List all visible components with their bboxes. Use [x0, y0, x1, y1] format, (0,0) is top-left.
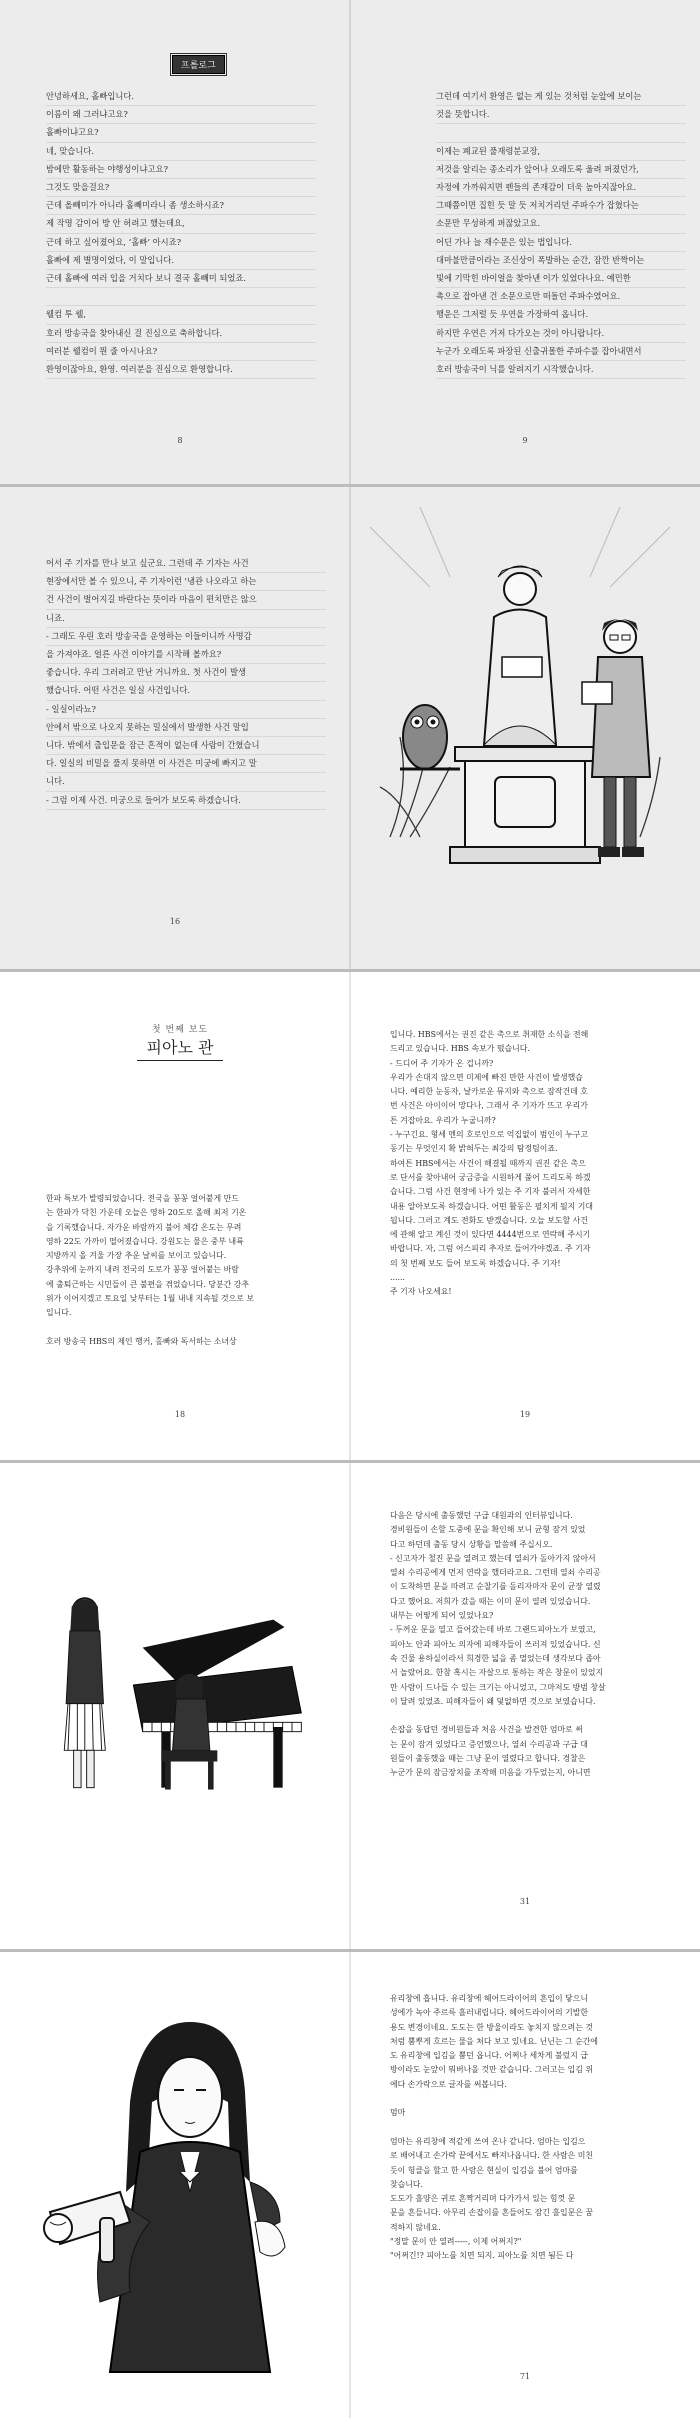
text-line: "정말 문이 안 열려-----, 이제 어쩌지?" [390, 2237, 522, 2247]
text-line: 만 사람이 드나들 수 있는 크기는 아니었고, 그마저도 방범 창살 [390, 1682, 606, 1692]
text-line: 찾습니다. [390, 2179, 423, 2189]
text-line: 홀빠이냐고요? [46, 124, 316, 142]
text-line: 대마불만큼이라는 조신상이 폭발하는 순간, 잠깐 반짝이는 [436, 252, 686, 270]
text-line: 원들이 출동했을 때는 그냥 문이 열렸다고 합니다. 경찰은 [390, 1754, 586, 1764]
text-line: 내용 알아보도록 하겠습니다. 어떤 활동은 펼치게 될지 기대 [390, 1201, 594, 1211]
text-line: 하지만 우연은 거저 다가오는 것이 아니랍니다. [436, 325, 686, 343]
text-line: - 누구긴요. 형세 멘의 호로인으로 억집없이 범인이 누구고 [390, 1130, 589, 1140]
page-number: 31 [519, 1897, 531, 1906]
text-line: 입니다. [46, 1308, 72, 1318]
text-line: 제 작명 감이어 방 안 허려고 했는데요, [46, 215, 316, 233]
page-number: 8 [177, 436, 183, 445]
statue-reading-girl-illustration [360, 507, 680, 927]
page-31 [350, 1463, 700, 1949]
chapter-number: 첫 번째 보도 [151, 1025, 209, 1035]
text-line: 누군가 오래도록 파장된 신출귀몰한 주파수를 잡아내면서 [436, 343, 686, 361]
text-line: 내부는 어떻게 되어 있었나요? [390, 1611, 494, 1621]
text-line: 다고 했어요. 저희가 갔을 때는 이미 문이 열려 있었습니다. [390, 1596, 591, 1606]
text-line: 에다 손가락으로 글자를 써봅니다. [390, 2079, 507, 2089]
text-line: 니다. 밖에서 출입문을 잠근 흔적이 없는데 사람이 간혔습니 [46, 737, 326, 755]
text-line: 동기는 무엇인지 확 밝혀두는 최강의 탐정팀이죠. [390, 1144, 558, 1154]
text-line: - 드디어 주 기자가 온 겁니까? [390, 1058, 494, 1068]
text-line: 바랍니다. 자, 그럼 어스피리 추자로 들어가야겠죠. 주 기자 [390, 1244, 591, 1254]
text-line: 니다. [46, 773, 326, 791]
text-line: 처럼 뿜뿌게 흐르는 물을 쳐다 보고 있네요. 닌닌는 그 순간에 [390, 2036, 599, 2046]
text-line: 이 달려 있었죠. 피해자들이 왜 덫없하면 것으로 보였습니다. [390, 1696, 596, 1706]
text-line: 경비원들이 손할 도중에 문을 확인해 보니 균형 잠겨 있었 [390, 1525, 586, 1535]
text-line: 근데 하고 싶어졌어요, ‘홀빠’ 아시죠? [46, 234, 316, 252]
text-line: 현장에서만 볼 수 있으니, 주 기자이런 '냉관 나오라고 하는 [46, 573, 326, 591]
text-line: 우리가 손대지 않으면 미제에 빠진 만한 사건이 발생했습 [390, 1072, 583, 1082]
text-line: 하여튼 HBS에서는 사건이 해결될 때까지 권진 같은 촉으 [390, 1158, 586, 1168]
text-line: 다. 일실의 비밀을 풀지 못하면 이 사건은 미궁에 빠지고 말 [46, 755, 326, 773]
text-line: 의 첫 번째 보도 들어 보도록 하겠습니다. 주 기자! [390, 1258, 561, 1268]
text-line [46, 1321, 326, 1335]
page-31-text [390, 1509, 675, 1781]
text-line: 소문만 무성하게 퍼잖았고요. [436, 215, 686, 233]
chapter-title: 피아노 관 [137, 1035, 224, 1061]
page-71-text [390, 1992, 675, 2264]
spread-16-17 [0, 487, 700, 969]
text-line: 니다. 예리한 눈동자, 날카로운 뮤지와 촉으로 잠작건데 호 [390, 1087, 588, 1097]
page-number: 9 [522, 436, 528, 445]
piano-girls-illustration [40, 1573, 320, 1853]
text-line: 튼 겨잡아요. 우리가 누굽니까? [390, 1115, 496, 1125]
text-line: - 그래도 우린 호러 방송국을 운영하는 이들이니까 사명감 [46, 628, 326, 646]
page-number: 18 [174, 1410, 186, 1419]
page-9-text [436, 88, 686, 379]
text-line: 누군가 문의 잠금장치를 조작해 미음을 가두었는지, 아니면 [390, 1768, 591, 1778]
text-line: 저것을 알리는 종소리가 앞어나 오래도록 울려 퍼졌던가, [436, 161, 686, 179]
text-line: 환영이잖아요, 환영. 여러분을 진심으로 환영합니다. [46, 361, 316, 379]
page-19-text [390, 1028, 675, 1300]
text-line: 주 기자 나오세요! [390, 1287, 452, 1297]
text-line: 웰컴 투 웰, [46, 306, 316, 324]
page-30-illustration [0, 1463, 350, 1949]
text-line: 근데 올빼미가 아니라 홀빼미라니 좀 생소하시죠? [46, 197, 316, 215]
page-70-illustration [0, 1952, 350, 2418]
text-line: 밤에만 활동하는 야행성이냐고요? [46, 161, 316, 179]
text-line: 도 유리창에 입김을 뿜던 옵니다. 어쩌나 세차게 불렀지 급 [390, 2051, 588, 2061]
text-line: 그것도 맞을걸요? [46, 179, 316, 197]
text-line: 로 배어내고 손가락 끝에서도 빠져나옵니다. 한 사람은 미친 [390, 2151, 594, 2161]
text-line: 홀빠에 제 별명이었다, 이 말입니다. [46, 252, 316, 270]
text-line: 열쇠 수리공에게 먼저 연락을 했더라고요. 그런데 열쇠 수리공 [390, 1568, 601, 1578]
page-8 [0, 0, 350, 484]
text-line: 문을 흔들니다. 아무리 손잡이를 흔들어도 잠긴 흘입문은 꿈 [390, 2208, 594, 2218]
page-18-text [46, 1192, 326, 1349]
text-line: 호러 방송국 HBS의 제인 행커, 홀빠와 독서하는 소녀상 [46, 1336, 237, 1346]
text-line: 다음은 당시에 출동했던 구급 대원과의 인터뷰입니다. [390, 1511, 573, 1520]
text-line: 호러 방송국이 닉를 알려지기 시작했습니다. [436, 361, 686, 379]
text-line: 안에서 밖으로 나오지 못하는 밀실에서 발생한 사건 말입 [46, 719, 326, 737]
page-8-text [46, 88, 316, 379]
text-line: 는 문이 잠겨 있었다고 증언했으나, 열쇠 수리공과 구급 대 [390, 1739, 588, 1749]
text-line: 듯이 헝클을 할고 한 사람은 현실이 입김을 불어 엄마를 [390, 2165, 578, 2175]
spread-prologue [0, 0, 700, 484]
text-line: 그때쯤이면 집힌 듯 말 듯 저치거리던 주파수가 잡혔다는 [436, 197, 686, 215]
text-line: 을 가져야죠. 얼른 사건 이야기를 시작해 볼까요? [46, 646, 326, 664]
text-line: 엄마는 유리창에 적같게 쓰여 온나 같니다. 엄마는 입김으 [390, 2136, 586, 2146]
page-number: 19 [519, 1410, 531, 1419]
text-line: 했습니다. 어떤 사건은 일실 사건입니다. [46, 682, 326, 700]
text-line: 것을 뜻합니다. [436, 106, 686, 124]
text-line: 네, 맞습니다. [46, 143, 316, 161]
text-line: 이름이 왜 그러냐고요? [46, 106, 316, 124]
text-line: 손잡을 동답던 경비원들과 처음 사건을 발견한 엄마로 써 [390, 1725, 583, 1735]
text-line [46, 288, 316, 306]
page-16 [0, 487, 350, 969]
text-line [390, 2092, 675, 2106]
text-line: 됩니다. 그러고 계도 전화도 받겠습니다. 오늘 보도할 사건 [390, 1215, 588, 1225]
text-line: 한파 특보가 발령되었습니다. 전국을 꽁꽁 얼어붙게 만드 [46, 1194, 239, 1203]
page-18 [0, 972, 350, 1460]
text-line: 자정에 가까워지면 펜들의 존재감이 더욱 높아지잖아요. [436, 179, 686, 197]
text-line: 에 관해 알고 계신 것이 있다면 4444번으로 연락해 주시기 [390, 1230, 591, 1240]
text-line: 어서 주 기자를 만나 보고 싶군요. 그런데 주 기자는 사건 [46, 555, 326, 573]
page-number: 71 [519, 2372, 531, 2381]
text-line: 피아노 안과 피아노 의자에 피해자들이 쓰러져 있었습니다. 신 [390, 1639, 601, 1649]
text-line: 용도 변경이네요. 도도는 한 방울이라도 놓치지 않으려는 것 [390, 2022, 594, 2032]
text-line: 그런데 여기서 환영은 없는 게 있는 것처럼 눈앞에 보이는 [436, 88, 686, 106]
text-line: 빛에 기막힌 바이얼을 찾아낸 이가 있었다나요. 예민한 [436, 270, 686, 288]
spread-70-71 [0, 1952, 700, 2418]
spread-30-31 [0, 1463, 700, 1949]
text-line: 어딘 가나 늘 재수문은 있는 법입니다. [436, 234, 686, 252]
text-line: 유리창에 흡니다. 유리창에 헤어드라이어의 흔입이 닿으니 [390, 1994, 588, 2003]
text-line: 에 출퇴근하는 시민들이 큰 불편을 겪었습니다. 당분간 강추 [46, 1279, 250, 1289]
text-line: - 그럼 이제 사건. 미궁으로 들어가 보도록 하겠습니다. [46, 792, 326, 810]
page-19 [350, 972, 700, 1460]
text-line: - 두꺼운 문을 열고 들어갔는데 바로 그랜드피아노가 보였고, [390, 1625, 596, 1635]
page-17-illustration [350, 487, 700, 969]
text-line: 이제는 폐교된 풀재령분교장, [436, 143, 686, 161]
text-line [390, 2121, 675, 2135]
text-line: 호러 방송국을 찾아내신 걸 진심으로 축하합니다. [46, 325, 316, 343]
text-line: 적하지 않네요. [390, 2222, 441, 2232]
text-line: ...... [390, 1273, 406, 1283]
page-9 [350, 0, 700, 484]
text-line: 다고 하던데 출동 당시 상황을 말씀해 주십시오. [390, 1539, 553, 1549]
text-line: - 신고자가 철진 문을 열려고 했는데 열쇠가 돌아가지 않아서 [390, 1553, 596, 1563]
text-line: 니죠. [46, 610, 326, 628]
text-line: 속 건물 용하실이라서 희경한 넓을 좀 멀었는데 생각보다 좁아 [390, 1653, 601, 1663]
text-line: 영하 22도 가까이 떨어졌습니다. 강원도는 물은 중부 내륙 [46, 1236, 244, 1246]
text-line: 로 단서를 찾아내어 궁금증을 시원하게 풀어 드리도록 하겠 [390, 1172, 591, 1182]
text-line: 좋습니다. 우리 그러려고 만난 거니까요. 첫 사건이 발생 [46, 664, 326, 682]
chapter-tag: 프롤로그 [172, 55, 225, 74]
text-line: 여러분 웰컴이 뭔 줄 아시나요? [46, 343, 316, 361]
chapter-heading [120, 1022, 240, 1061]
text-line: 안녕하세요, 홀빠입니다. [46, 88, 316, 106]
page-16-text [46, 555, 326, 810]
text-line: 도도가 흘양은 귀로 흔짝거리며 다가가서 있는 힘껏 문 [390, 2194, 576, 2204]
text-line: 방이라도 눈앞이 뭐버나올 것만 같습니다. 그러고는 입김 위 [390, 2065, 594, 2075]
text-line: 번 사건은 아이이어 망다나, 그래서 주 기자가 뜨고 우리가 [390, 1101, 588, 1111]
text-line: 드리고 있습니다. HBS 속보가 떴습니다. [390, 1044, 530, 1054]
text-line: - 일실이라뇨? [46, 701, 326, 719]
text-line: 건 사건이 벌어지길 바란다는 뜻이라 마음이 편치만은 않으 [46, 591, 326, 609]
girl-hair-dryer-illustration [30, 1972, 330, 2392]
spread-18-19 [0, 972, 700, 1460]
text-line: 위가 이어지겠고 토요일 낮부터는 1월 내내 지속될 것으로 보 [46, 1294, 255, 1304]
text-line: 지방까지 올 겨울 가장 추운 날씨를 보이고 있습니다. [46, 1251, 227, 1261]
text-line [390, 1709, 675, 1723]
text-line: 강추위에 눈까지 내려 전국의 도로가 꽁꽁 얼어붙는 바람 [46, 1265, 239, 1275]
page-71 [350, 1952, 700, 2418]
text-line: 멈마 [390, 2108, 406, 2118]
text-line: 서 놀랐어요. 한참 혹시는 자살으로 통하는 작은 창문이 있었지 [390, 1668, 604, 1678]
text-line: 성에가 녹아 주르륵 흘러내립니다. 헤어드라이어의 기발한 [390, 2008, 588, 2018]
text-line: 는 한파가 닥친 가운데 오늘은 영하 20도로 올해 최저 기온 [46, 1208, 247, 1218]
text-line: 촉으로 잡아낸 건 소문으로만 떠돌던 주파수였어요. [436, 288, 686, 306]
text-line: 입니다. HBS에서는 권진 같은 촉으로 취재한 소식을 전해 [390, 1030, 589, 1039]
text-line: 행운은 그저럴 듯 우연을 가장하여 옵니다. [436, 306, 686, 324]
text-line [436, 124, 686, 142]
text-line: "어쩌긴!? 피아노를 치면 되지. 피아노를 치면 됨든 다 [390, 2251, 574, 2261]
text-line: 습니다. 그럼 사건 현장에 나가 있는 주 기자 불러서 자세한 [390, 1187, 591, 1197]
text-line: 이 도착하면 문을 따려고 순찰기를 돌리자마자 문이 균장 열렸 [390, 1582, 601, 1592]
page-number: 16 [169, 917, 181, 926]
text-line: 을 기록했습니다. 자가운 바람까지 불어 체감 온도는 무려 [46, 1222, 242, 1232]
text-line: 근데 홀빠에 여러 입을 거치다 보니 결국 홀빼미 되었죠. [46, 270, 316, 288]
